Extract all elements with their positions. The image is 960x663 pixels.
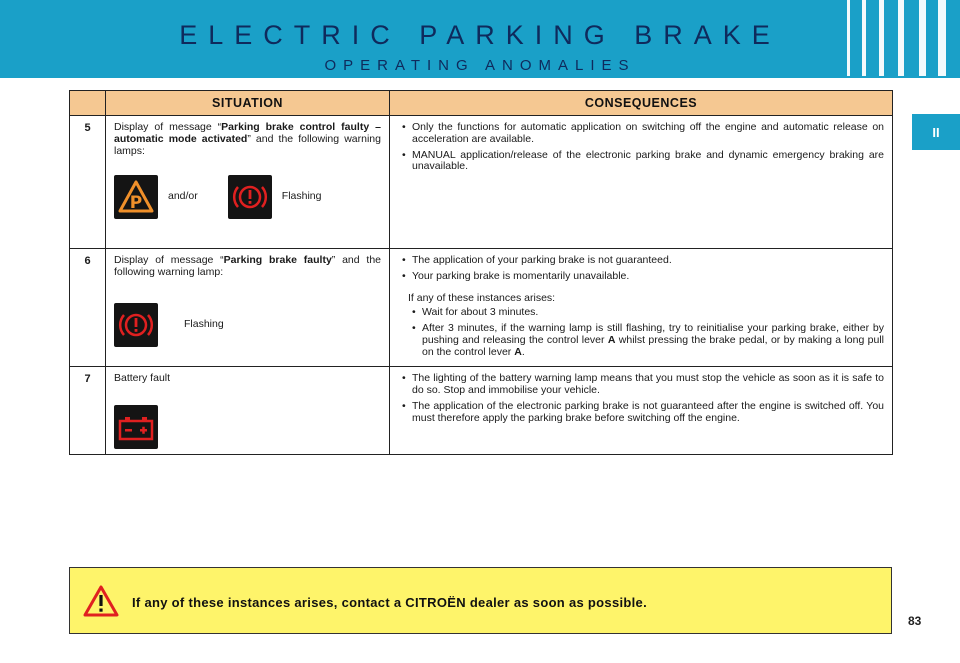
page-number: 83: [908, 614, 922, 628]
instances-intro: If any of these instances arises:: [408, 291, 556, 304]
chapter-tab: II: [912, 114, 960, 150]
list-item: • MANUAL application/release of the electronic parking brake and dynamic emergency braking are unavailable.: [402, 150, 884, 174]
consequences-cell: [390, 367, 893, 455]
table-row: [70, 249, 893, 367]
page-subtitle: OPERATING ANOMALIES: [324, 57, 636, 74]
page-title: ELECTRIC PARKING BRAKE: [179, 20, 781, 50]
lamp-state-text: Flashing: [184, 317, 224, 330]
anomalies-table: [69, 90, 893, 455]
list-item: • Only the functions for automatic application on switching off the engine and automatic release on acceleration are available.: [402, 122, 884, 146]
list-item: • The application of your parking brake is not guaranteed.: [402, 255, 884, 267]
situation-text: Battery fault: [114, 372, 171, 385]
situation-cell: [106, 249, 390, 367]
lamp-join-text: and/or: [168, 190, 198, 203]
list-item: • The lighting of the battery warning lamp means that you must stop the vehicle as soon as it is safe to do so. Stop and immobilise your vehicle.: [402, 373, 884, 397]
warning-triangle-icon: [82, 584, 120, 623]
consequences-cell: [390, 249, 893, 367]
battery-warning-lamp-icon: [114, 405, 158, 449]
table-header-blank: [70, 91, 106, 116]
table-row: [70, 116, 893, 249]
dealer-warning-box: [69, 567, 892, 634]
table-row: [70, 367, 893, 455]
list-item: • Your parking brake is momentarily unavailable.: [402, 271, 884, 283]
row-number: 6: [70, 249, 106, 367]
table-header-consequences: CONSEQUENCES: [390, 91, 893, 116]
situation-cell: [106, 116, 390, 249]
row-number: 7: [70, 367, 106, 455]
row-number: 5: [70, 116, 106, 249]
brake-warning-lamp-icon: [114, 303, 158, 347]
instances-list: [412, 307, 884, 358]
lamp-group: [114, 405, 381, 449]
brake-warning-lamp-icon: [228, 175, 272, 219]
situation-text: Display of message “Parking brake control faulty – automatic mode activated” and the following warning lamps:: [114, 121, 381, 157]
consequences-list: [402, 122, 884, 173]
situation-text: Display of message “Parking brake faulty” and the following warning lamp:: [114, 254, 381, 278]
lamp-group: [114, 303, 381, 347]
list-item: • Wait for about 3 minutes.: [412, 307, 884, 319]
situation-cell: [106, 367, 390, 455]
consequences-list: [402, 255, 884, 283]
svg-text:P: P: [129, 193, 143, 214]
lamp-state-text: Flashing: [281, 190, 322, 203]
list-item: • After 3 minutes, if the warning lamp is still flashing, try to reinitialise your parking brake, either by pushing and releasing the control lever A whilst pressing the brake pedal, or by making a long pull on the control lever A.: [412, 323, 884, 358]
table-header-situation: SITUATION: [106, 91, 390, 116]
parking-warning-lamp-icon: [114, 175, 158, 219]
dealer-warning-text: If any of these instances arises, contact a CITROËN dealer as soon as possible.: [132, 595, 647, 610]
page-header: [0, 0, 960, 78]
lamp-group: [114, 175, 381, 219]
table-header-row: [70, 91, 893, 116]
consequences-list: [402, 373, 884, 424]
list-item: • The application of the electronic parking brake is not guaranteed after the engine is switched off. You must therefore apply the parking brake before switching off the engine.: [402, 401, 884, 425]
consequences-cell: [390, 116, 893, 249]
